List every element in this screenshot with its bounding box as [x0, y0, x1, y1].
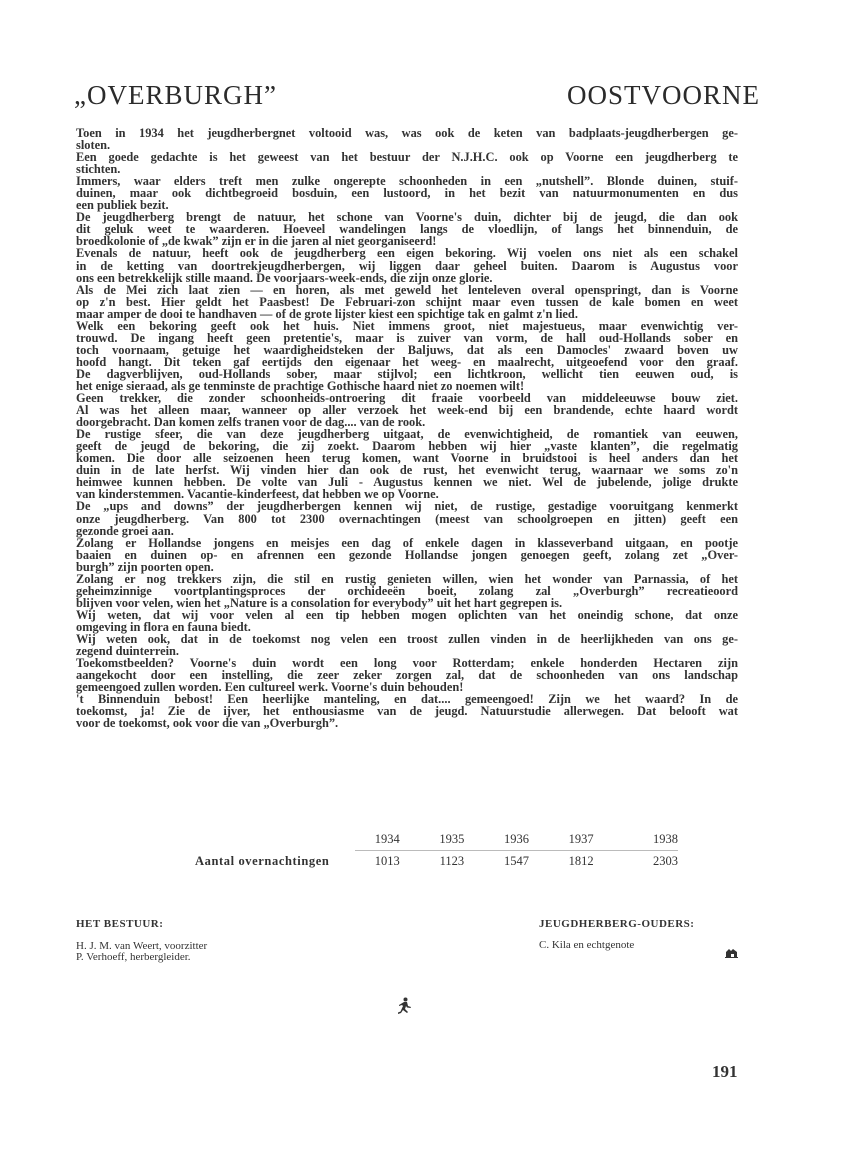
- text-line: toch voornaam, getuige het waardigheidsteken der Baljuws, dat als een Damocles' zwaard boven uw: [76, 342, 738, 357]
- text-line: Immers, waar elders treft men zulke ongerepte schoonheden in een „nutshell”. Blonde duinen, stuif-: [76, 174, 738, 189]
- text-line: Toen in 1934 het jeugdherbergnet voltooid was, was ook de keten van badplaats-jeugdherbergen ge-: [76, 126, 738, 140]
- text-line: in de ketting van doortrekjeugdherbergen, wij liggen daar geheel buiten. Daarom is Augustus voor: [76, 258, 738, 273]
- value-cell: 1547: [503, 853, 529, 868]
- text-line: zegend duinterrein.: [76, 644, 180, 659]
- text-line: onze jeugdherberg. Van 800 tot 2300 overnachtingen (meest van schoolgroepen en jitten) geeft een: [76, 511, 738, 526]
- text-line: burgh” zijn poorten open.: [76, 559, 214, 574]
- text-line: baaien en duinen op- en afrennen een gezonde Hollandse jongen genoegen geeft, zolang zet „Over-: [76, 547, 738, 562]
- text-line: De dagverblijven, oud-Hollands sober, maar stijlvol; een lichtkroon, wellicht tien eeuwen oud, is: [76, 366, 738, 381]
- text-line: Geen trekker, die zonder schoonheids-ontroering dit fraaie voorbeeld van middeleeuwse bouw ziet.: [76, 391, 738, 406]
- year-cell: 1934: [374, 831, 400, 846]
- year-cell: 1936: [503, 831, 529, 846]
- text-line: Als de Mei zich laat zien — en horen, als met geweld het lenteleven overal openspringt, dan is Voorne: [76, 282, 738, 297]
- text-line: hoofd hangt. Dit teken gaf eertijds den eigenaar het weeg- en maalrecht, uitgeoefend voor den graaf.: [76, 354, 738, 369]
- text-line: De „ups and downs” der jeugdherbergen kennen wij niet, de rustige, gestadige vooruitgang kenmerkt: [76, 499, 738, 514]
- text-line: komen. Die door alle seizoenen heen terug komen, want Voorne in bruidstooi is heel anders dan het: [76, 451, 738, 466]
- text-line: De jeugdherberg brengt de natuur, het schone van Voorne's duin, dichter bij de jeugd, die dan ook: [76, 210, 738, 225]
- year-cell: 1935: [439, 831, 465, 846]
- overnight-stats-table: [195, 830, 678, 870]
- text-line: het enige sieraad, als ge tenminste de prachtige Gothische haard niet zo noemen wilt!: [76, 378, 525, 393]
- text-line: duinen, maar ook dichtbegroeid bosduin, een lustoord, in het bezit van natuurmonumenten en dus: [76, 186, 738, 201]
- text-line: Wij weten ook, dat in de toekomst nog velen een troost zullen vinden in de heerlijkheden van ons ge-: [76, 631, 738, 646]
- text-line: doorgebracht. Dan komen zelfs tranen voor de dag.... van de rook.: [76, 415, 426, 430]
- text-line: duin in de late herfst. Wij vinden hier dan ook de rust, het evenwicht terug, waarnaar we soms zo'n: [76, 463, 738, 478]
- text-line: omgeving in flora en fauna biedt.: [76, 619, 251, 634]
- text-line: geheimzinnige voortplantingsproces der orchideeën boeit, zolang zal „Overburgh” recreatieoord: [76, 583, 738, 598]
- text-line: gemeengoed zullen worden. Een cultureel werk. Voorne's duin behouden!: [76, 680, 464, 695]
- text-line: trouwd. De ingang heeft geen pretentie's, maar is zuiver van vorm, de hall oud-Hollands sober en: [76, 330, 738, 345]
- text-line: Wij weten, dat wij voor velen al een tip hebben mogen oplichten van het oneindig schone, dat onze: [76, 607, 738, 622]
- parents-heading: JEUGDHERBERG-OUDERS:: [539, 918, 695, 930]
- text-line: Zolang er Hollandse jongens en meisjes een dag of enkele dagen in klasseverband uitgaan, en pootje: [76, 535, 738, 550]
- text-line: blijven voor velen, wien het „Nature is a consolation for everybody” uit het hart gegrepen is.: [76, 595, 563, 610]
- text-line: geeft de jeugd de bekoring, die zij zoekt. Daarom hebben wij hier „vaste klanten”, die regelmatig: [76, 439, 738, 454]
- text-line: Welk een bekoring geeft ook het huis. Niet immens groot, niet majestueus, maar evenwichtig ver-: [76, 318, 738, 333]
- text-line: op z'n best. Hier geldt het Paasbest! De Februari-zon schijnt maar even tussen de kale bomen en weet: [76, 294, 738, 309]
- table-rule: [355, 850, 678, 851]
- board-heading: HET BESTUUR:: [76, 918, 164, 930]
- text-line: een publiek bezit.: [76, 198, 169, 213]
- year-cell: 1937: [568, 831, 594, 846]
- article-location: OOSTVOORNE: [566, 80, 760, 110]
- text-line: toekomst, ja! Zie de ijver, het enthousiasme van de jeugd. Natuurstudie allerwegen. Dat belooft wat: [76, 704, 738, 719]
- text-line: stichten.: [76, 162, 121, 177]
- text-line: maar amper de dooi te handhaven — of de grote lijster kiest een spichtige tak en galmt z'n lied.: [76, 306, 578, 321]
- page-number: 191: [712, 1062, 738, 1081]
- text-line: De rustige sfeer, die van deze jeugdherberg uitgaat, de evenwichtigheid, de romantiek van eeuwen,: [76, 427, 738, 442]
- value-cell: 1812: [568, 853, 594, 868]
- text-line: heimwee kunnen hebben. De volte van Juli - Augustus kennen we niet. Wel de jubelende, jolige drukte: [76, 475, 738, 490]
- text-line: broedkolonie of „de kwak” zijn er in die jaren al niet georganiseerd!: [76, 234, 437, 249]
- board-member: P. Verhoeff, herbergleider.: [76, 951, 191, 963]
- text-line: 't Binnenduin bebost! Een heerlijke manteling, en dat.... gemeengoed! Zijn we het waard? In de: [76, 692, 738, 707]
- row-label: Aantal overnachtingen: [195, 853, 330, 868]
- text-line: ons een betrekkelijk stille maand. De voorjaars-week-ends, die zijn onze glorie.: [76, 270, 493, 285]
- text-line: Toekomstbeelden? Voorne's duin wordt een long voor Rotterdam; enkele honderden Hectaren zijn: [76, 656, 738, 671]
- house-silhouette-icon: [725, 948, 739, 958]
- parents-names: C. Kila en echtgenote: [539, 939, 635, 951]
- year-cell: 1938: [652, 831, 678, 846]
- text-line: sloten.: [76, 138, 111, 153]
- value-cell: 1013: [374, 853, 400, 868]
- text-line: voor de toekomst, ook voor die van „Overburgh”.: [76, 716, 339, 731]
- text-line: gezonde groei aan.: [76, 523, 174, 538]
- text-line: van kinderstemmen. Vacantie-kinderfeest, dat hebben we op Voorne.: [76, 487, 439, 502]
- text-line: dit geluk weet te waarderen. Hoeveel wandelingen langs de vloedlijn, of langs het binnenduin, de: [76, 222, 738, 237]
- stats-header-row: [195, 830, 678, 848]
- text-line: Een goede gedachte is het geweest van het bestuur der N.J.H.C. ook op Voorne een jeugdherberg te: [76, 150, 738, 165]
- stats-value-row: [195, 852, 678, 870]
- text-line: Evenals de natuur, heeft ook de jeugdherberg een eigen bekoring. Wij voelen ons niet als een schakel: [76, 246, 738, 261]
- text-line: Al was het alleen maar, wanneer op aller verzoek het week-end bij een brandende, echte haard wordt: [76, 403, 738, 418]
- article-title: „OVERBURGH”: [74, 80, 277, 110]
- value-cell: 1123: [439, 853, 465, 868]
- article-body: [76, 127, 738, 729]
- text-line: Zolang er nog trekkers zijn, die stil en rustig genieten willen, wien het wonder van Parnassia, of het: [76, 571, 738, 586]
- text-line: aangekocht door een instelling, die zeer zeker zorgen zal, dat de schoonheden van ons landschap: [76, 668, 738, 683]
- value-cell: 2303: [652, 853, 678, 868]
- board-member: H. J. M. van Weert, voorzitter: [76, 940, 208, 952]
- running-figure-icon: [396, 997, 412, 1015]
